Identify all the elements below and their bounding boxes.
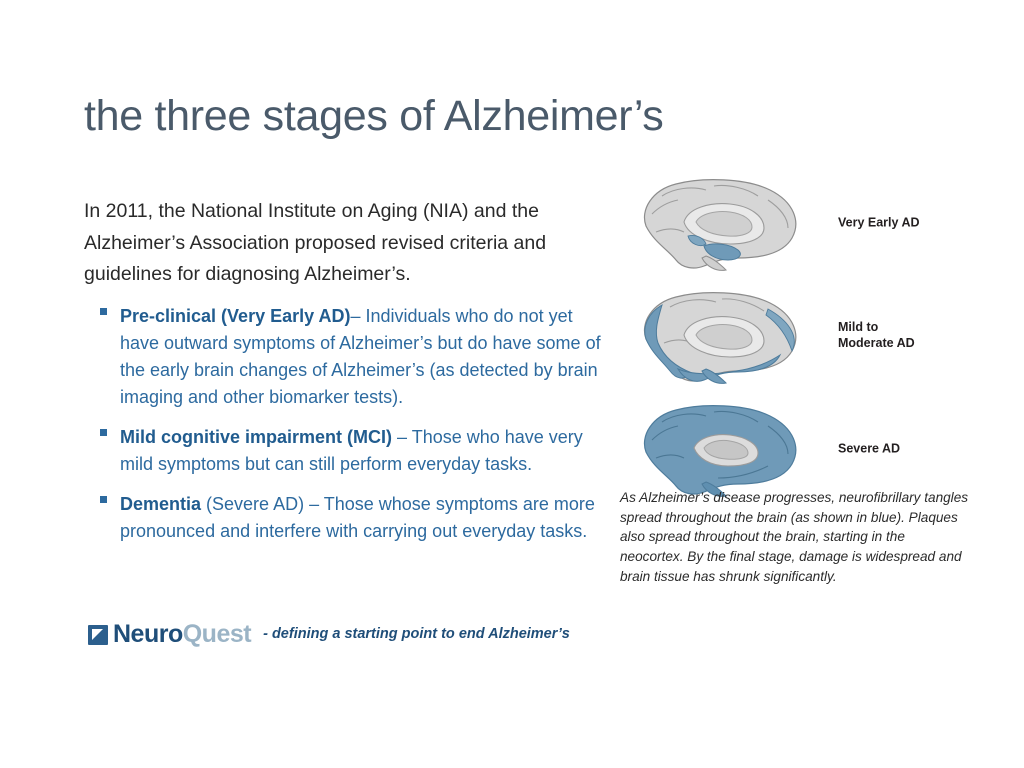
brain-diagram-mild-moderate-icon: [618, 283, 823, 388]
figure-caption: As Alzheimer’s disease progresses, neurofibrillary tangles spread throughout the brain (as shown in blue). Plaques also spread throughout the brain, starting in the neocortex. By the final stage, damage is widespread and brain tissue has shrunk significantly.: [620, 490, 969, 584]
brain-stage-mild-moderate: [618, 283, 988, 388]
page-title: the three stages of Alzheimer’s: [84, 92, 664, 140]
square-bullet-icon: [100, 496, 107, 503]
bullet-lead-label: Dementia: [120, 493, 202, 514]
bullet-body-text: – Individuals who do not yet have outward symptoms of Alzheimer’s but do have some of the early brain changes of Alzheimer’s (as detected by brain imaging and other biomarker tests).: [120, 305, 601, 407]
neuroquest-logo: [88, 620, 570, 649]
bullet-lead-label: Mild cognitive impairment (MCI): [120, 426, 393, 447]
brain-diagram-severe-icon: [618, 396, 823, 501]
bullet-body-text: – Those who have very mild symptoms but can still perform everyday tasks.: [120, 426, 583, 474]
logo-name-second: Quest: [182, 620, 252, 648]
logo-name-first: Neuro: [113, 620, 183, 648]
brain-stage-label: Very Early AD: [838, 215, 920, 230]
logo-tagline: - defining a starting point to end Alzheimer’s: [263, 625, 570, 642]
list-item: [84, 491, 609, 545]
square-bullet-icon: [100, 308, 107, 315]
square-bullet-icon: [100, 429, 107, 436]
brain-stage-severe: [618, 396, 988, 501]
brain-progression-figure: [618, 170, 988, 509]
brain-stage-label: Mild to Moderate AD: [838, 319, 915, 351]
intro-paragraph: In 2011, the National Institute on Aging (NIA) and the Alzheimer’s Association proposed revised criteria and guidelines for diagnosing Alzheimer’s.: [84, 200, 547, 286]
neuroquest-mark-icon: [88, 625, 108, 645]
bullet-body-text: (Severe AD) – Those whose symptoms are more pronounced and interfere with carrying out everyday tasks.: [120, 493, 595, 541]
list-item: [84, 303, 609, 411]
brain-diagram-very-early-icon: [618, 170, 823, 275]
content-left-column: [84, 196, 609, 561]
list-item: [84, 424, 609, 478]
stages-bullet-list: [84, 303, 609, 545]
bullet-lead-label: Pre-clinical (Very Early AD): [120, 305, 351, 326]
brain-stage-label: Severe AD: [838, 441, 901, 456]
brain-stage-very-early: [618, 170, 988, 275]
